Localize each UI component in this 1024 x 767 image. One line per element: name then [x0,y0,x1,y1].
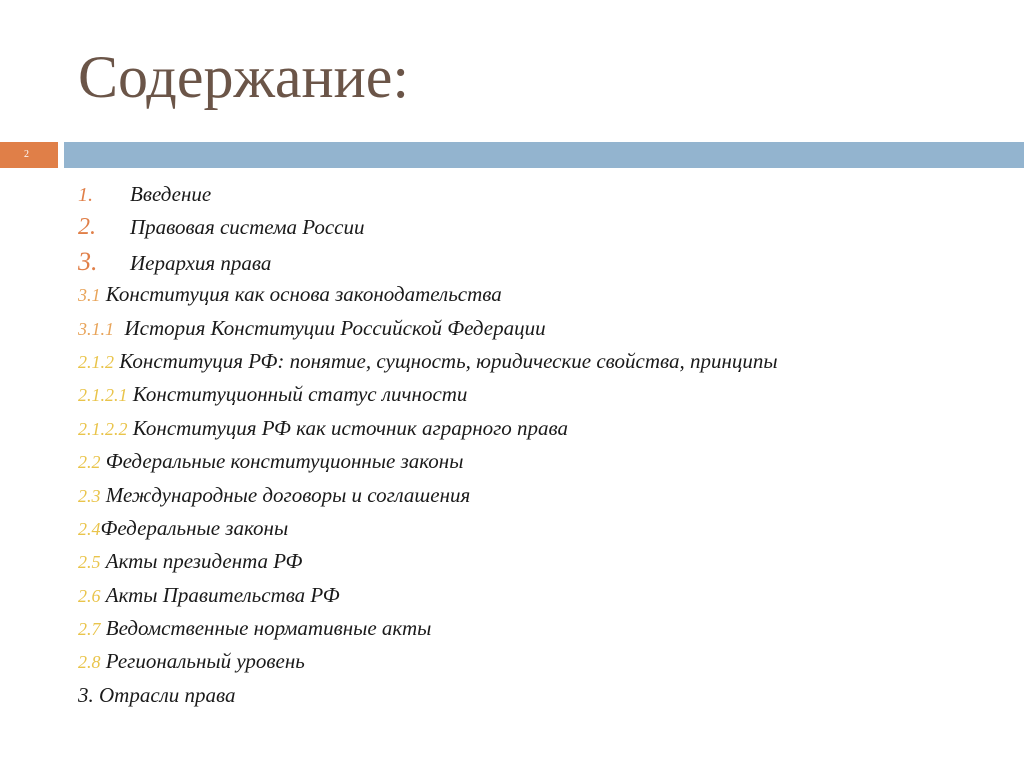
toc-number: 3.1 [78,285,101,306]
toc-item-2-1-2 [78,345,778,378]
toc-number: 1. [78,184,93,206]
toc-text: Международные договоры и соглашения [105,482,471,507]
toc-item-3 [78,245,778,278]
toc-item-2-7 [78,612,778,645]
toc-text: Введение [130,182,212,206]
toc-text: Отрасли права [99,682,236,707]
toc-text: Федеральные конституционные законы [105,449,464,474]
toc-item-2-4 [78,512,778,545]
toc-number: 2.7 [78,619,101,640]
toc-text: Иерархия права [130,250,272,275]
toc-text: Конституция РФ: понятие, сущность, юридические свойства, принципы [119,348,778,373]
title-divider-bar [64,142,1024,168]
toc-text: Конституция РФ как источник аграрного права [132,415,569,440]
toc-text: Ведомственные нормативные акты [105,616,432,641]
toc-number: 3. [78,682,94,707]
toc-number: 3.1.1 [78,318,114,339]
toc-item-3-1 [78,278,778,311]
toc-item-3-1-1 [78,312,778,345]
toc-number: 2.1.2.1 [78,385,128,406]
toc-item-3-final [78,679,778,712]
toc-number: 2.8 [78,652,101,673]
toc-item-2-8 [78,645,778,678]
toc-text: Акты президента РФ [105,549,303,574]
toc-item-2-3 [78,479,778,512]
toc-item-2-2 [78,445,778,478]
toc-text: Региональный уровень [105,649,305,674]
toc-number: 3. [78,246,98,276]
toc-text: Правовая система России [130,215,365,240]
toc-text: Федеральные законы [100,515,289,540]
toc-item-2-6 [78,579,778,612]
toc-item-1 [78,178,778,211]
toc-number: 2.2 [78,452,101,473]
toc-number: 2.3 [78,485,101,506]
toc-text: Акты Правительства РФ [105,582,340,607]
toc-number: 2.4 [78,518,101,539]
toc-item-2-1-2-2 [78,412,778,445]
toc-number: 2.1.2 [78,351,114,372]
slide-title: Содержание: [78,44,410,110]
toc-item-2 [78,211,778,244]
toc-item-2-5 [78,545,778,578]
toc-number: 2.6 [78,585,101,606]
toc-number: 2.5 [78,552,101,573]
toc-text: История Конституции Российской Федерации [124,315,546,340]
toc-item-2-1-2-1 [78,378,778,411]
toc-text: Конституция как основа законодательства [105,282,502,307]
toc-number: 2. [78,214,96,241]
slide-number-badge: 2 [0,142,58,168]
toc-number: 2.1.2.2 [78,418,128,439]
table-of-contents [78,178,778,712]
toc-text: Конституционный статус личности [132,382,468,407]
